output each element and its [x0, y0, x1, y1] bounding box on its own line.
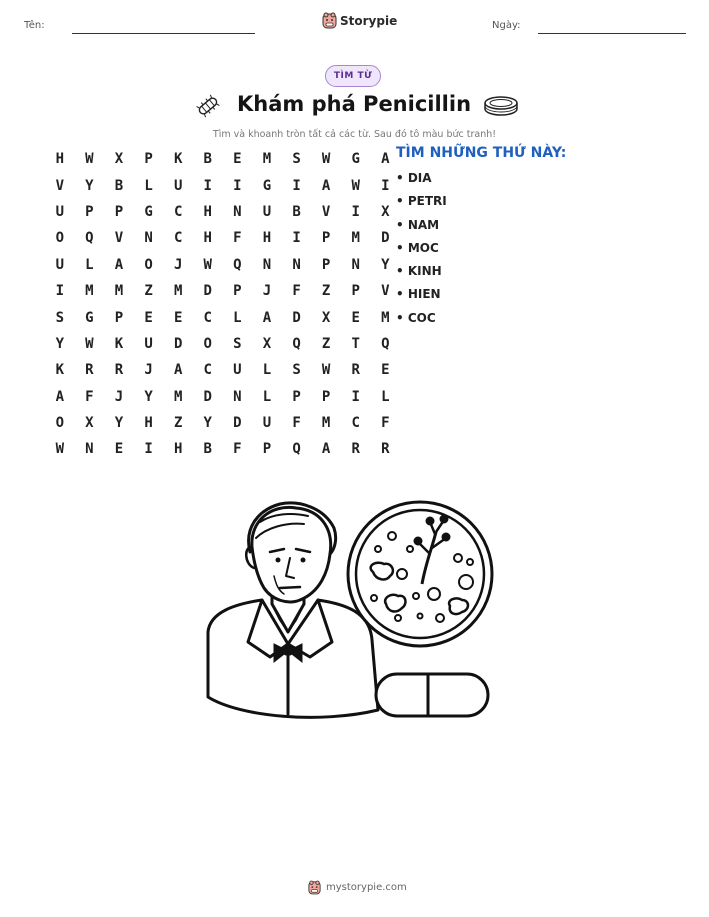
grid-letter[interactable]: L	[262, 362, 272, 379]
activity-badge: TÌM TỪ	[325, 65, 381, 87]
grid-letter[interactable]: K	[173, 151, 183, 168]
word-item: • COC	[396, 310, 436, 325]
grid-letter[interactable]: M	[173, 388, 183, 405]
grid-letter[interactable]: Q	[233, 256, 242, 273]
grid-letter[interactable]: U	[173, 177, 183, 194]
bacteria-icon	[195, 93, 221, 119]
grid-letter[interactable]: T	[351, 335, 360, 352]
grid-letter[interactable]: M	[351, 230, 360, 247]
grid-letter[interactable]: B	[292, 203, 301, 220]
grid-letter[interactable]: G	[351, 151, 360, 168]
grid-letter[interactable]: Y	[85, 177, 94, 194]
grid-letter[interactable]: H	[262, 230, 272, 247]
grid-letter[interactable]: L	[85, 256, 94, 273]
word-item: • HIEN	[396, 287, 441, 302]
grid-letter[interactable]: B	[203, 151, 212, 168]
grid-letter[interactable]: E	[114, 441, 124, 458]
grid-letter[interactable]: G	[262, 177, 272, 194]
grid-letter[interactable]: E	[144, 309, 153, 326]
grid-letter[interactable]: A	[321, 441, 331, 458]
grid-letter[interactable]: J	[262, 283, 272, 300]
grid-letter[interactable]: M	[321, 415, 331, 432]
grid-letter[interactable]: C	[351, 415, 360, 432]
grid-letter[interactable]: O	[203, 335, 212, 352]
brand	[322, 12, 397, 29]
grid-letter[interactable]: P	[262, 441, 272, 458]
grid-letter[interactable]: A	[321, 177, 331, 194]
grid-letter[interactable]: I	[203, 177, 212, 194]
word-list-heading: TÌM NHỮNG THỨ NÀY:	[396, 145, 567, 161]
grid-letter[interactable]: W	[55, 441, 65, 458]
brand-name: Storypie	[340, 13, 398, 28]
grid-letter[interactable]: N	[351, 256, 360, 273]
grid-letter[interactable]: D	[381, 230, 390, 247]
grid-letter[interactable]: G	[144, 203, 153, 220]
grid-letter[interactable]: M	[173, 283, 183, 300]
name-line[interactable]	[72, 33, 255, 34]
grid-letter[interactable]: C	[173, 230, 183, 247]
footer	[308, 880, 407, 895]
grid-letter[interactable]: W	[351, 177, 360, 194]
grid-letter[interactable]: J	[173, 256, 183, 273]
grid-letter[interactable]: N	[262, 256, 272, 273]
word-item: • DIA	[396, 171, 432, 185]
grid-letter[interactable]: Z	[144, 283, 153, 300]
grid-letter[interactable]: I	[381, 177, 390, 194]
word-item: • MOC	[396, 240, 439, 255]
grid-letter[interactable]: X	[114, 151, 124, 168]
storypie-logo-icon	[308, 880, 321, 895]
grid-letter[interactable]: J	[144, 362, 153, 379]
scientist-illustration	[208, 503, 378, 717]
grid-letter[interactable]: P	[351, 283, 360, 300]
grid-letter[interactable]: Y	[381, 256, 390, 273]
grid-letter[interactable]: P	[321, 256, 331, 273]
grid-letter[interactable]: F	[292, 283, 301, 300]
grid-letter[interactable]: M	[85, 283, 94, 300]
grid-letter[interactable]: D	[173, 335, 183, 352]
grid-letter[interactable]: H	[173, 441, 183, 458]
word-item: • NAM	[396, 217, 440, 232]
grid-letter[interactable]: Q	[292, 335, 301, 352]
grid-letter[interactable]: S	[55, 309, 65, 326]
grid-letter[interactable]: O	[55, 415, 65, 432]
grid-letter[interactable]: R	[381, 441, 390, 458]
grid-letter[interactable]: W	[203, 256, 212, 273]
grid-letter[interactable]: I	[351, 203, 360, 220]
grid-letter[interactable]: V	[55, 177, 65, 194]
grid-letter[interactable]: Z	[321, 283, 331, 300]
grid-letter[interactable]: N	[292, 256, 301, 273]
grid-letter[interactable]: L	[262, 388, 272, 405]
grid-letter[interactable]: D	[292, 309, 301, 326]
grid-letter[interactable]: C	[203, 362, 212, 379]
grid-letter[interactable]: W	[321, 362, 331, 379]
grid-letter[interactable]: P	[233, 283, 242, 300]
grid-letter[interactable]: B	[203, 441, 212, 458]
grid-letter[interactable]: W	[321, 151, 331, 168]
grid-letter[interactable]: U	[55, 203, 65, 220]
grid-letter[interactable]: Q	[292, 441, 301, 458]
grid-letter[interactable]: R	[351, 362, 360, 379]
petri-dish-icon	[483, 94, 519, 118]
grid-letter[interactable]: V	[381, 283, 390, 300]
word-item: • KINH	[396, 264, 442, 279]
grid-letter[interactable]: D	[233, 415, 242, 432]
grid-letter[interactable]: H	[203, 230, 212, 247]
grid-letter[interactable]: K	[55, 362, 65, 379]
grid-letter[interactable]: G	[85, 309, 94, 326]
name-label: Tên:	[24, 20, 45, 31]
word-list	[396, 171, 447, 334]
grid-letter[interactable]: J	[114, 388, 124, 405]
grid-letter[interactable]: W	[85, 151, 94, 168]
grid-letter[interactable]: X	[321, 309, 331, 326]
grid-letter[interactable]: Y	[55, 335, 65, 352]
grid-letter[interactable]: C	[203, 309, 212, 326]
grid-letter[interactable]: F	[292, 415, 301, 432]
grid-letter[interactable]: A	[114, 256, 124, 273]
grid-letter[interactable]: P	[321, 230, 331, 247]
grid-letter[interactable]: D	[203, 283, 212, 300]
grid-letter[interactable]: K	[114, 335, 124, 352]
grid-letter[interactable]: N	[85, 441, 94, 458]
grid-letter[interactable]: Z	[173, 415, 183, 432]
grid-letter[interactable]: E	[173, 309, 183, 326]
grid-letter[interactable]: I	[292, 177, 301, 194]
date-line[interactable]	[538, 33, 686, 34]
grid-letter[interactable]: U	[262, 415, 272, 432]
grid-letter[interactable]: I	[55, 283, 65, 300]
grid-letter[interactable]: N	[233, 388, 242, 405]
grid-letter[interactable]: M	[381, 309, 390, 326]
grid-letter[interactable]: X	[381, 203, 390, 220]
grid-letter[interactable]: Q	[85, 230, 94, 247]
grid-letter[interactable]: P	[114, 203, 124, 220]
grid-letter[interactable]: A	[173, 362, 183, 379]
grid-letter[interactable]: U	[144, 335, 153, 352]
title-row	[195, 90, 525, 124]
page-title: Khám phá Penicillin	[237, 92, 472, 116]
grid-letter[interactable]: P	[321, 388, 331, 405]
grid-letter[interactable]: O	[144, 256, 153, 273]
grid-letter[interactable]: U	[233, 362, 242, 379]
grid-letter[interactable]: P	[85, 203, 94, 220]
grid-letter[interactable]: P	[144, 151, 153, 168]
grid-letter[interactable]: L	[381, 388, 390, 405]
grid-letter[interactable]: I	[292, 230, 301, 247]
grid-letter[interactable]: O	[55, 230, 65, 247]
grid-letter[interactable]: H	[144, 415, 153, 432]
grid-letter[interactable]: A	[381, 151, 390, 168]
grid-letter[interactable]: P	[292, 388, 301, 405]
date-label: Ngày:	[492, 20, 521, 31]
grid-letter[interactable]: H	[203, 203, 212, 220]
grid-letter[interactable]: Y	[114, 415, 124, 432]
word-search-grid	[45, 146, 400, 463]
grid-letter[interactable]: F	[85, 388, 94, 405]
grid-letter[interactable]: I	[351, 388, 360, 405]
instructions: Tìm và khoanh tròn tất cả các từ. Sau đó tô màu bức tranh!	[212, 129, 497, 140]
grid-letter[interactable]: L	[144, 177, 153, 194]
grid-letter[interactable]: Z	[321, 335, 331, 352]
grid-letter[interactable]: U	[55, 256, 65, 273]
grid-letter[interactable]: R	[351, 441, 360, 458]
grid-letter[interactable]: N	[233, 203, 242, 220]
grid-letter[interactable]: L	[233, 309, 242, 326]
grid-letter[interactable]: A	[262, 309, 272, 326]
grid-letter[interactable]: Q	[381, 335, 390, 352]
grid-letter[interactable]: S	[292, 151, 301, 168]
grid-letter[interactable]: A	[55, 388, 65, 405]
grid-letter[interactable]: S	[292, 362, 301, 379]
grid-letter[interactable]: W	[85, 335, 94, 352]
grid-letter[interactable]: R	[85, 362, 94, 379]
capsule-illustration	[376, 674, 488, 716]
storypie-logo-icon	[322, 12, 337, 29]
word-item: • PETRI	[396, 194, 447, 209]
grid-letter[interactable]: F	[381, 415, 390, 432]
grid-letter[interactable]: F	[233, 230, 242, 247]
grid-letter[interactable]: E	[351, 309, 360, 326]
grid-letter[interactable]: N	[144, 230, 153, 247]
grid-letter[interactable]: V	[114, 230, 124, 247]
grid-letter[interactable]: I	[144, 441, 153, 458]
grid-letter[interactable]: U	[262, 203, 272, 220]
grid-letter[interactable]: P	[114, 309, 124, 326]
footer-url[interactable]: mystorypie.com	[326, 882, 407, 893]
grid-letter[interactable]: Y	[203, 415, 212, 432]
grid-letter[interactable]: D	[203, 388, 212, 405]
grid-letter[interactable]: B	[114, 177, 124, 194]
grid-letter[interactable]: X	[262, 335, 272, 352]
petri-dish-illustration	[348, 502, 492, 646]
grid-letter[interactable]: E	[233, 151, 242, 168]
grid-letter[interactable]: I	[233, 177, 242, 194]
grid-letter[interactable]: R	[114, 362, 124, 379]
grid-letter[interactable]: X	[85, 415, 94, 432]
grid-letter[interactable]: C	[173, 203, 183, 220]
grid-letter[interactable]: S	[233, 335, 242, 352]
grid-letter[interactable]: V	[321, 203, 331, 220]
penicillin-illustration	[200, 492, 500, 722]
grid-letter[interactable]: F	[233, 441, 242, 458]
grid-letter[interactable]: E	[381, 362, 390, 379]
grid-letter[interactable]: H	[55, 151, 65, 168]
grid-letter[interactable]: M	[262, 151, 272, 168]
grid-letter[interactable]: M	[114, 283, 124, 300]
grid-letter[interactable]: Y	[144, 388, 153, 405]
